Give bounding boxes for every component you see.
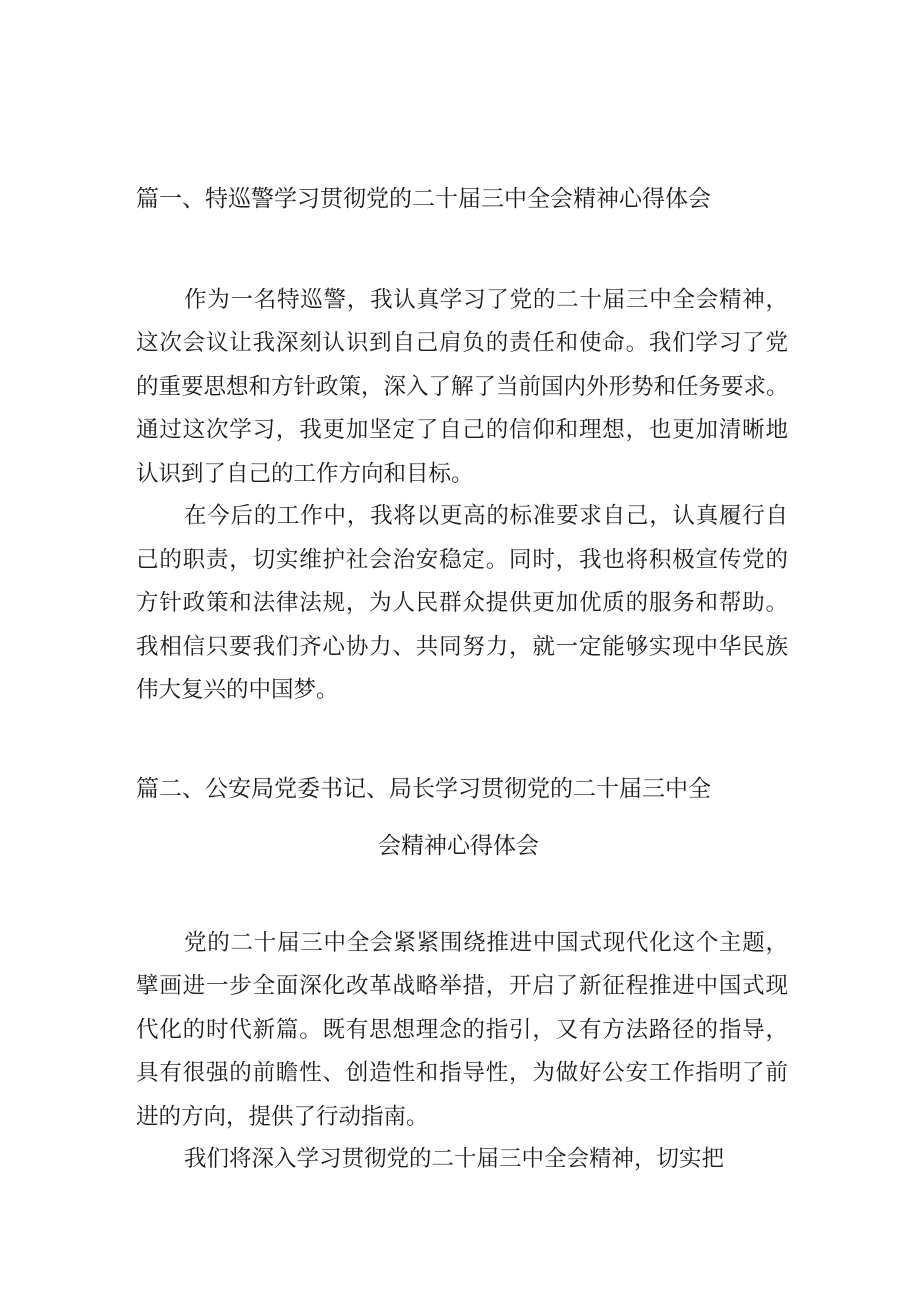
section1-para1-line1: 作为一名特巡警，我认真学习了党的二十届三中全会精神， <box>184 287 788 313</box>
section1-para2-line1: 在今后的工作中，我将以更高的标准要求自己，认真履行自 <box>184 503 788 529</box>
section1-para2-line5: 伟大复兴的中国梦。 <box>136 677 339 703</box>
section2-para1-line3: 代化的时代新篇。既有思想理念的指引，又有方法路径的指导， <box>136 1017 788 1043</box>
section1-para2-line3: 方针政策和法律法规，为人民群众提供更加优质的服务和帮助。 <box>136 590 788 616</box>
section1-para2-line4: 我相信只要我们齐心协力、共同努力，就一定能够实现中华民族 <box>136 634 788 660</box>
section1-para1-line2: 这次会议让我深刻认识到自己肩负的责任和使命。我们学习了党 <box>136 330 788 356</box>
section2-para1-line1: 党的二十届三中全会紧紧围绕推进中国式现代化这个主题， <box>184 930 788 956</box>
section2-para1-line4: 具有很强的前瞻性、创造性和指导性，为做好公安工作指明了前 <box>136 1060 788 1086</box>
section2-title-line1: 篇二、公安局党委书记、局长学习贯彻党的二十届三中全 <box>136 776 711 802</box>
section2-para2-line1: 我们将深入学习贯彻党的二十届三中全会精神，切实把 <box>184 1146 725 1172</box>
section2-title-line2: 会精神心得体会 <box>378 833 539 859</box>
section1-title: 篇一、特巡警学习贯彻党的二十届三中全会精神心得体会 <box>136 186 711 212</box>
section1-para1-line3: 的重要思想和方针政策，深入了解了当前国内外形势和任务要求。 <box>136 374 789 400</box>
section2-para1-line5: 进的方向，提供了行动指南。 <box>136 1104 429 1130</box>
section2-para1-line2: 擘画进一步全面深化改革战略举措，开启了新征程推进中国式现 <box>136 973 788 999</box>
section1-para2-line2: 己的职责，切实维护社会治安稳定。同时，我也将积极宣传党的 <box>136 547 788 573</box>
section1-para1-line4: 通过这次学习，我更加坚定了自己的信仰和理想，也更加清晰地 <box>136 417 788 443</box>
section1-para1-line5: 认识到了自己的工作方向和目标。 <box>136 461 474 487</box>
